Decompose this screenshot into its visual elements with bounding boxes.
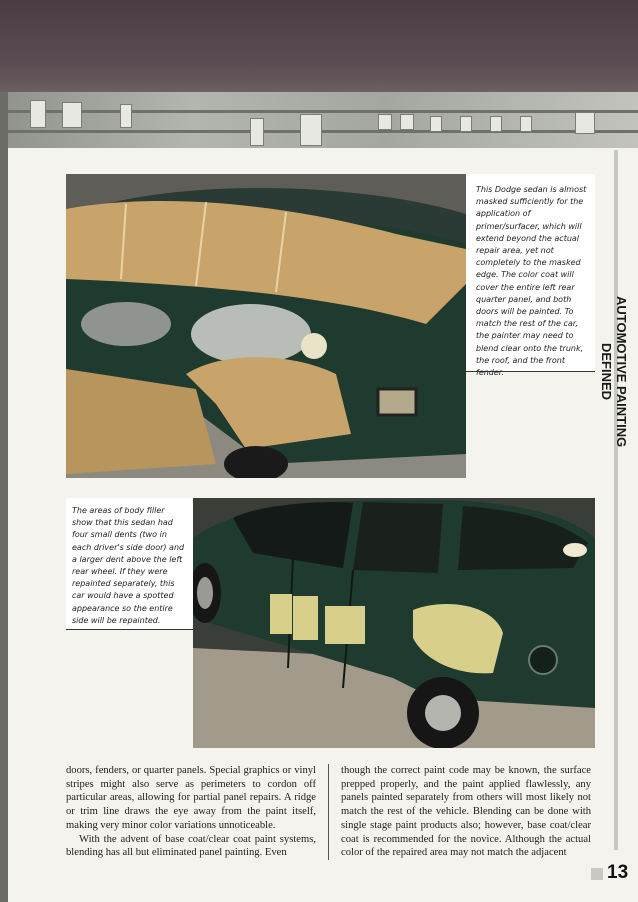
photo-caption-1: This Dodge sedan is almost masked sufficiently for the application of primer/surfacer, which will extend beyond the actual repair area, yet not completely to the masked edge. The color coat will cover the entire left rear quarter panel, and both doors will be painted. To match the rest of the car, the painter may need to blend clear onto the trunk, the roof, and the front fender.: [466, 174, 595, 372]
shelf-item: [575, 112, 595, 134]
section-side-title: AUTOMOTIVE PAINTING DEFINED: [599, 296, 629, 448]
shelf-item: [490, 116, 502, 132]
body-column-2: [341, 764, 591, 860]
shelf-item: [300, 114, 322, 146]
shelf-item: [460, 116, 472, 132]
shelf-item: [400, 114, 414, 130]
shelf-item: [120, 104, 132, 128]
shelf-item: [520, 116, 532, 132]
body-paragraph: though the correct paint code may be known, the surface prepped properly, and the paint applied flawlessly, any panels painted separately from others will most likely not match the rest of the vehicle. Blending can be done with single stage paint products also; however, base coat/clear coat is recommended for the novice. Although the actual color of the repaired area may not match the adjacent: [341, 765, 591, 859]
page-number: 13: [607, 862, 629, 883]
header-photo-band: [0, 92, 638, 148]
shelf-line: [0, 110, 638, 113]
page-number-marker: [591, 868, 603, 880]
column-divider: [328, 764, 329, 860]
photo-masked-sedan: [66, 174, 466, 478]
photo-caption-2: The areas of body filler show that this sedan had four small dents (two in each driver's side door) and a larger dent above the left rear wheel. If they were repainted separately, this car would have a spotted appearance so the entire side will be repainted.: [66, 498, 193, 630]
photo-body-filler-sedan: [193, 498, 595, 748]
masked-sedan-illustration: [66, 174, 466, 478]
shelf-item: [62, 102, 82, 128]
side-margin-bar: [614, 150, 618, 850]
body-column-1: [66, 764, 316, 860]
body-filler-sedan-illustration: [193, 498, 595, 748]
top-dark-band: [0, 0, 638, 92]
shelf-item: [250, 118, 264, 146]
body-paragraph: With the advent of base coat/clear coat paint systems, blending has all but eliminated panel painting. Even: [66, 833, 316, 859]
page-edge-shadow: [0, 92, 8, 902]
shelf-item: [30, 100, 46, 128]
body-paragraph: doors, fenders, or quarter panels. Special graphics or vinyl stripes might also serve as perimeters to cordon off particular areas, allowing for partial panel repairs. A ridge or trim line draws the eye away from the paint itself, making very minor color variations unnoticeable.: [66, 765, 316, 831]
shelf-item: [378, 114, 392, 130]
shelf-item: [430, 116, 442, 132]
